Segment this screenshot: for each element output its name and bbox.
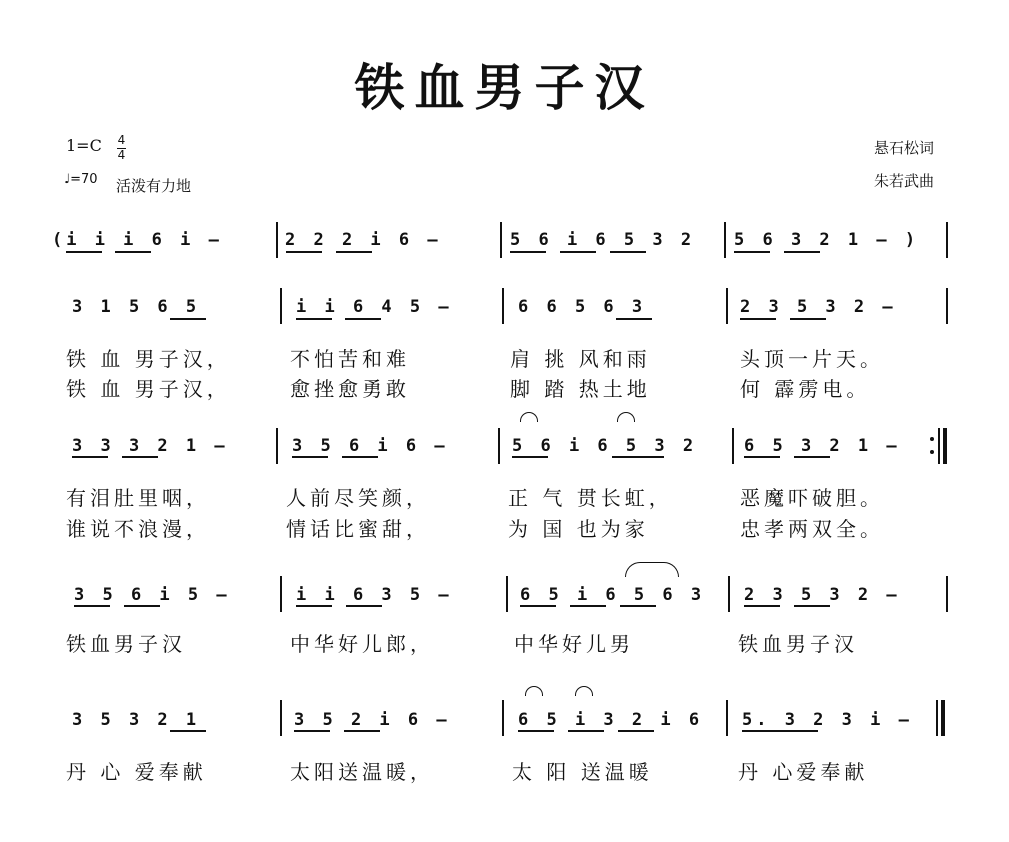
beam: [170, 318, 206, 320]
beam: [742, 730, 818, 732]
time-signature: [117, 134, 126, 162]
beam: [794, 456, 830, 458]
lyric-line-1: 铁血男子汉: [738, 632, 858, 656]
measure: 6 5 i 6 5 6 3: [520, 585, 706, 605]
beam: [740, 318, 776, 320]
barline: [276, 428, 278, 464]
beam: [610, 251, 646, 253]
barline: [506, 576, 508, 612]
slur-arc: [625, 562, 679, 577]
barline: [498, 428, 500, 464]
beam: [286, 251, 322, 253]
time-top: 4: [117, 133, 126, 147]
measure: 5. 3 2 3 i –: [742, 710, 913, 730]
barline: [280, 700, 282, 736]
expression-mark: 活泼有力地: [116, 177, 192, 195]
measure: 2 3 5 3 2 –: [744, 585, 901, 605]
tie-arc: [520, 412, 538, 422]
measure: 3 1 5 6 5: [72, 297, 201, 317]
beam: [616, 318, 652, 320]
lyric-line-1: 太 阳 送温暖: [512, 760, 653, 784]
beam: [512, 456, 548, 458]
barline: [502, 700, 504, 736]
lyric-line-2: 为 国 也为家: [508, 517, 649, 541]
barline: [726, 700, 728, 736]
measure: i i 6 4 5 –: [296, 297, 453, 317]
lyric-line-1: 头顶一片天。: [740, 347, 884, 371]
beam: [292, 456, 328, 458]
barline: [728, 576, 730, 612]
beam: [72, 456, 108, 458]
lyric-line-1: 太阳送温暖，: [290, 760, 434, 784]
beam: [346, 605, 382, 607]
lyric-line-2: 忠孝两双全。: [740, 517, 884, 541]
measure: 5 6 3 2 1 – ): [734, 230, 920, 250]
barline: [726, 288, 728, 324]
measure: 6 5 i 3 2 i 6: [518, 710, 704, 730]
lyric-line-1: 恶魔吓破胆。: [740, 486, 884, 510]
beam: [115, 251, 151, 253]
measure: (i i i 6 i –: [52, 230, 223, 250]
lyric-line-2: 愈挫愈勇敢: [290, 377, 410, 401]
song-title: 铁血男子汉: [354, 58, 655, 117]
barline: [724, 222, 726, 258]
lyricist-credit: 悬石松词: [874, 139, 935, 157]
barline: [946, 288, 948, 324]
beam: [294, 730, 330, 732]
measure: 2 3 5 3 2 –: [740, 297, 897, 317]
beam: [744, 605, 780, 607]
beam: [612, 456, 664, 458]
beam: [510, 251, 546, 253]
key-signature: [66, 136, 102, 155]
measure: 6 5 3 2 1 –: [744, 436, 901, 456]
repeat-dot: [930, 450, 934, 454]
beam: [560, 251, 596, 253]
composer-credit: 朱若武曲: [874, 172, 935, 190]
beam: [336, 251, 372, 253]
lyric-line-1: 铁 血 男子汉，: [66, 347, 231, 371]
beam: [74, 605, 110, 607]
beam: [744, 456, 780, 458]
barline: [280, 576, 282, 612]
lyric-line-1: 中华好儿男: [514, 632, 634, 656]
beam: [520, 605, 556, 607]
beam: [570, 605, 606, 607]
beam: [342, 456, 378, 458]
lyric-line-1: 中华好儿郎，: [290, 632, 434, 656]
barline: [502, 288, 504, 324]
measure: i i 6 3 5 –: [296, 585, 453, 605]
time-bottom: 4: [117, 148, 126, 162]
beam: [784, 251, 820, 253]
beam: [790, 318, 826, 320]
lyric-line-1: 有泪肚里咽，: [66, 486, 210, 510]
beam: [734, 251, 770, 253]
lyric-line-1: 丹 心 爱奉献: [66, 760, 207, 784]
beam: [344, 730, 380, 732]
beam: [170, 730, 206, 732]
lyric-line-1: 人前尽笑颜，: [286, 486, 430, 510]
beam: [66, 251, 102, 253]
final-barline: [936, 700, 938, 736]
barline: [946, 576, 948, 612]
tie-arc: [575, 686, 593, 696]
repeat-dot: [930, 437, 934, 441]
lyric-line-2: 情话比蜜甜，: [286, 517, 430, 541]
beam: [620, 605, 656, 607]
measure: 5 6 i 6 5 3 2: [510, 230, 696, 250]
beam: [122, 456, 158, 458]
measure: 3 3 3 2 1 –: [72, 436, 229, 456]
barline: [943, 428, 947, 464]
beam: [296, 605, 332, 607]
lyric-line-2: 铁 血 男子汉，: [66, 377, 231, 401]
tie-arc: [525, 686, 543, 696]
beam: [518, 730, 554, 732]
barline: [946, 222, 948, 258]
measure: 6 6 5 6 3: [518, 297, 647, 317]
barline: [732, 428, 734, 464]
barline: [500, 222, 502, 258]
measure: 3 5 3 2 1: [72, 710, 201, 730]
measure: 5 6 i 6 5 3 2: [512, 436, 698, 456]
barline: [280, 288, 282, 324]
barline: [276, 222, 278, 258]
lyric-line-2: 谁说不浪漫，: [66, 517, 210, 541]
key-text: 1=C: [66, 136, 102, 155]
beam: [124, 605, 160, 607]
lyric-line-1: 正 气 贯长虹，: [508, 486, 673, 510]
lyric-line-2: 何 霹雳电。: [740, 377, 871, 401]
beam: [794, 605, 830, 607]
lyric-line-1: 丹 心爱奉献: [738, 760, 869, 784]
measure: 3 5 2 i 6 –: [294, 710, 451, 730]
beam: [568, 730, 604, 732]
beam: [618, 730, 654, 732]
lyric-line-1: 不怕苦和难: [290, 347, 410, 371]
lyric-line-1: 铁血男子汉: [66, 632, 186, 656]
tempo-mark: ♩=70: [64, 172, 98, 187]
beam: [296, 318, 332, 320]
measure: 3 5 6 i 5 –: [74, 585, 231, 605]
beam: [345, 318, 381, 320]
lyric-line-2: 脚 踏 热土地: [510, 377, 651, 401]
lyric-line-1: 肩 挑 风和雨: [510, 347, 651, 371]
final-barline: [941, 700, 945, 736]
tie-arc: [617, 412, 635, 422]
measure: 2 2 2 i 6 –: [285, 230, 442, 250]
measure: 3 5 6 i 6 –: [292, 436, 449, 456]
barline: [938, 428, 940, 464]
